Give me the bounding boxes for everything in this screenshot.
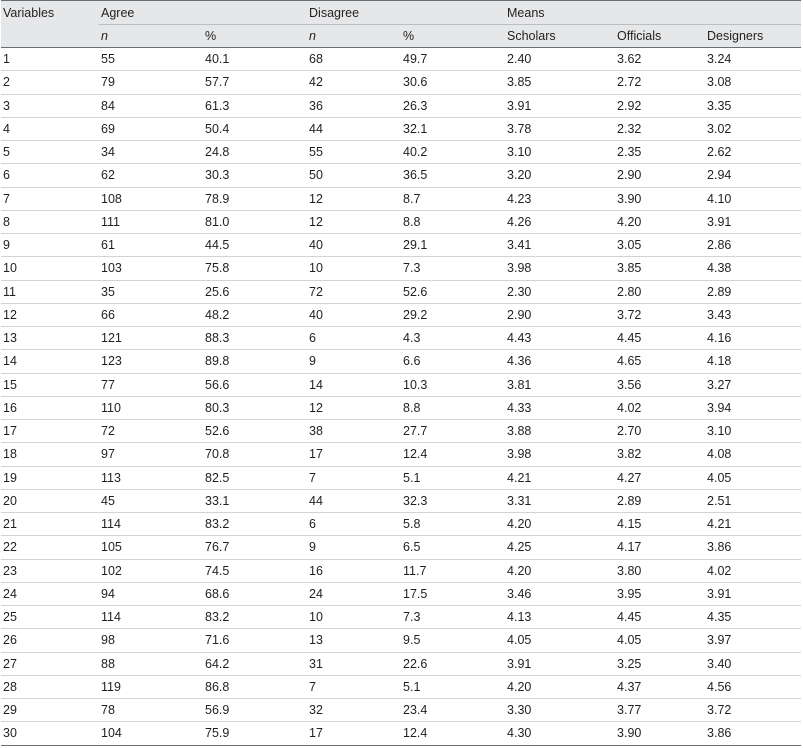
variable-cell: 8 (1, 210, 99, 233)
scholars-mean-cell: 3.88 (505, 420, 615, 443)
disagree-percent-cell: 32.3 (401, 489, 505, 512)
designers-header: Designers (705, 25, 801, 48)
designers-mean-cell: 3.10 (705, 420, 801, 443)
variable-cell: 22 (1, 536, 99, 559)
designers-mean-cell: 3.94 (705, 396, 801, 419)
agree-percent-cell: 30.3 (203, 164, 307, 187)
scholars-mean-cell: 4.20 (505, 559, 615, 582)
scholars-mean-cell: 3.46 (505, 582, 615, 605)
variable-cell: 16 (1, 396, 99, 419)
scholars-mean-cell: 4.21 (505, 466, 615, 489)
variable-cell: 15 (1, 373, 99, 396)
designers-mean-cell: 4.16 (705, 327, 801, 350)
variable-cell: 11 (1, 280, 99, 303)
agree-n-cell: 121 (99, 327, 203, 350)
disagree-n-cell: 50 (307, 164, 401, 187)
variables-header: Variables (1, 1, 99, 25)
disagree-n-cell: 16 (307, 559, 401, 582)
table-row (1, 350, 801, 373)
designers-mean-cell: 3.91 (705, 210, 801, 233)
disagree-n-cell: 9 (307, 350, 401, 373)
disagree-percent-cell: 8.8 (401, 210, 505, 233)
designers-mean-cell: 4.02 (705, 559, 801, 582)
designers-mean-cell: 3.24 (705, 48, 801, 71)
agree-n-cell: 113 (99, 466, 203, 489)
scholars-mean-cell: 3.81 (505, 373, 615, 396)
disagree-n-cell: 6 (307, 513, 401, 536)
agree-header: Agree (99, 1, 307, 25)
disagree-percent-cell: 4.3 (401, 327, 505, 350)
disagree-n-cell: 13 (307, 629, 401, 652)
table-row (1, 303, 801, 326)
designers-mean-cell: 3.97 (705, 629, 801, 652)
officials-mean-cell: 2.72 (615, 71, 705, 94)
disagree-percent-cell: 8.8 (401, 396, 505, 419)
agree-percent-cell: 70.8 (203, 443, 307, 466)
agree-percent-cell: 61.3 (203, 94, 307, 117)
agree-n-cell: 123 (99, 350, 203, 373)
variable-cell: 23 (1, 559, 99, 582)
disagree-header: Disagree (307, 1, 505, 25)
agree-n-cell: 114 (99, 606, 203, 629)
variable-cell: 6 (1, 164, 99, 187)
agree-percent-cell: 48.2 (203, 303, 307, 326)
designers-mean-cell: 3.86 (705, 722, 801, 745)
variable-cell: 17 (1, 420, 99, 443)
header-row-columns (1, 25, 801, 48)
disagree-n-cell: 14 (307, 373, 401, 396)
table-row (1, 48, 801, 71)
disagree-n-cell: 42 (307, 71, 401, 94)
table-row (1, 141, 801, 164)
disagree-n-cell: 12 (307, 210, 401, 233)
table-row (1, 675, 801, 698)
officials-mean-cell: 2.32 (615, 117, 705, 140)
agree-percent-header: % (203, 25, 307, 48)
variable-cell: 20 (1, 489, 99, 512)
designers-mean-cell: 3.86 (705, 536, 801, 559)
designers-mean-cell: 3.27 (705, 373, 801, 396)
designers-mean-cell: 3.91 (705, 582, 801, 605)
table-row (1, 652, 801, 675)
agree-percent-cell: 25.6 (203, 280, 307, 303)
variable-cell: 14 (1, 350, 99, 373)
agree-n-cell: 97 (99, 443, 203, 466)
means-header: Means (505, 1, 801, 25)
agree-percent-cell: 24.8 (203, 141, 307, 164)
agree-percent-cell: 57.7 (203, 71, 307, 94)
agree-n-cell: 78 (99, 699, 203, 722)
disagree-n-cell: 12 (307, 396, 401, 419)
officials-mean-cell: 4.37 (615, 675, 705, 698)
scholars-mean-cell: 3.91 (505, 94, 615, 117)
agree-n-cell: 98 (99, 629, 203, 652)
variable-cell: 2 (1, 71, 99, 94)
disagree-percent-cell: 22.6 (401, 652, 505, 675)
agree-n-cell: 114 (99, 513, 203, 536)
agree-percent-cell: 50.4 (203, 117, 307, 140)
scholars-mean-cell: 4.20 (505, 513, 615, 536)
officials-mean-cell: 2.80 (615, 280, 705, 303)
disagree-n-cell: 24 (307, 582, 401, 605)
disagree-percent-cell: 5.8 (401, 513, 505, 536)
agree-n-cell: 34 (99, 141, 203, 164)
disagree-percent-cell: 36.5 (401, 164, 505, 187)
agree-n-cell: 72 (99, 420, 203, 443)
table-row (1, 210, 801, 233)
officials-mean-cell: 4.65 (615, 350, 705, 373)
agree-n-cell: 66 (99, 303, 203, 326)
table-row (1, 280, 801, 303)
variable-cell: 7 (1, 187, 99, 210)
disagree-percent-cell: 8.7 (401, 187, 505, 210)
officials-mean-cell: 3.95 (615, 582, 705, 605)
table-row (1, 117, 801, 140)
officials-mean-cell: 4.05 (615, 629, 705, 652)
officials-mean-cell: 2.92 (615, 94, 705, 117)
scholars-mean-cell: 3.98 (505, 257, 615, 280)
officials-mean-cell: 3.90 (615, 187, 705, 210)
designers-mean-cell: 4.21 (705, 513, 801, 536)
officials-mean-cell: 4.45 (615, 327, 705, 350)
table-row (1, 71, 801, 94)
designers-mean-cell: 2.86 (705, 234, 801, 257)
disagree-percent-cell: 5.1 (401, 466, 505, 489)
disagree-percent-cell: 27.7 (401, 420, 505, 443)
officials-mean-cell: 3.72 (615, 303, 705, 326)
agree-n-cell: 77 (99, 373, 203, 396)
designers-mean-cell: 2.51 (705, 489, 801, 512)
disagree-percent-cell: 12.4 (401, 443, 505, 466)
agree-n-cell: 108 (99, 187, 203, 210)
scholars-mean-cell: 3.91 (505, 652, 615, 675)
table-row (1, 489, 801, 512)
agree-percent-cell: 68.6 (203, 582, 307, 605)
disagree-n-cell: 38 (307, 420, 401, 443)
scholars-mean-cell: 4.36 (505, 350, 615, 373)
officials-mean-cell: 3.85 (615, 257, 705, 280)
variable-cell: 26 (1, 629, 99, 652)
scholars-mean-cell: 3.30 (505, 699, 615, 722)
agree-n-cell: 119 (99, 675, 203, 698)
disagree-n-cell: 9 (307, 536, 401, 559)
variable-cell: 28 (1, 675, 99, 698)
disagree-n-cell: 72 (307, 280, 401, 303)
officials-mean-cell: 3.82 (615, 443, 705, 466)
agree-percent-cell: 75.9 (203, 722, 307, 745)
agree-n-cell: 104 (99, 722, 203, 745)
agree-percent-cell: 56.6 (203, 373, 307, 396)
designers-mean-cell: 4.05 (705, 466, 801, 489)
agree-percent-cell: 83.2 (203, 513, 307, 536)
disagree-n-cell: 10 (307, 606, 401, 629)
scholars-mean-cell: 3.10 (505, 141, 615, 164)
agree-percent-cell: 82.5 (203, 466, 307, 489)
disagree-percent-cell: 7.3 (401, 257, 505, 280)
designers-mean-cell: 3.43 (705, 303, 801, 326)
variable-cell: 24 (1, 582, 99, 605)
agree-n-cell: 35 (99, 280, 203, 303)
table-row (1, 559, 801, 582)
officials-mean-cell: 3.25 (615, 652, 705, 675)
variable-cell: 4 (1, 117, 99, 140)
scholars-mean-cell: 4.43 (505, 327, 615, 350)
designers-mean-cell: 2.89 (705, 280, 801, 303)
scholars-header: Scholars (505, 25, 615, 48)
agree-percent-cell: 89.8 (203, 350, 307, 373)
agree-n-cell: 110 (99, 396, 203, 419)
variable-cell: 13 (1, 327, 99, 350)
agree-percent-cell: 40.1 (203, 48, 307, 71)
data-table (1, 0, 801, 746)
disagree-percent-cell: 30.6 (401, 71, 505, 94)
agree-percent-cell: 80.3 (203, 396, 307, 419)
table-row (1, 443, 801, 466)
officials-mean-cell: 4.45 (615, 606, 705, 629)
agree-percent-cell: 75.8 (203, 257, 307, 280)
disagree-n-cell: 7 (307, 466, 401, 489)
agree-n-cell: 61 (99, 234, 203, 257)
agree-n-cell: 69 (99, 117, 203, 140)
scholars-mean-cell: 4.25 (505, 536, 615, 559)
agree-n-cell: 105 (99, 536, 203, 559)
table-row (1, 722, 801, 745)
variable-cell: 18 (1, 443, 99, 466)
agree-percent-cell: 33.1 (203, 489, 307, 512)
disagree-percent-cell: 5.1 (401, 675, 505, 698)
officials-mean-cell: 3.56 (615, 373, 705, 396)
agree-percent-cell: 78.9 (203, 187, 307, 210)
officials-mean-cell: 4.15 (615, 513, 705, 536)
officials-mean-cell: 2.70 (615, 420, 705, 443)
table-row (1, 234, 801, 257)
disagree-percent-cell: 26.3 (401, 94, 505, 117)
disagree-n-cell: 36 (307, 94, 401, 117)
officials-mean-cell: 2.35 (615, 141, 705, 164)
designers-mean-cell: 3.72 (705, 699, 801, 722)
scholars-mean-cell: 4.05 (505, 629, 615, 652)
scholars-mean-cell: 4.13 (505, 606, 615, 629)
scholars-mean-cell: 3.20 (505, 164, 615, 187)
scholars-mean-cell: 4.26 (505, 210, 615, 233)
scholars-mean-cell: 2.90 (505, 303, 615, 326)
table-header (1, 1, 801, 48)
variable-cell: 19 (1, 466, 99, 489)
agree-n-header: n (99, 25, 203, 48)
scholars-mean-cell: 3.78 (505, 117, 615, 140)
disagree-percent-cell: 6.5 (401, 536, 505, 559)
variable-cell: 9 (1, 234, 99, 257)
table-row (1, 94, 801, 117)
disagree-n-cell: 10 (307, 257, 401, 280)
agree-percent-cell: 74.5 (203, 559, 307, 582)
table-row (1, 164, 801, 187)
agree-n-cell: 111 (99, 210, 203, 233)
agree-n-cell: 94 (99, 582, 203, 605)
agree-percent-cell: 52.6 (203, 420, 307, 443)
disagree-percent-cell: 12.4 (401, 722, 505, 745)
table-row (1, 582, 801, 605)
variable-cell: 29 (1, 699, 99, 722)
designers-mean-cell: 4.56 (705, 675, 801, 698)
table-row (1, 396, 801, 419)
officials-mean-cell: 2.89 (615, 489, 705, 512)
table-row (1, 536, 801, 559)
disagree-n-cell: 17 (307, 443, 401, 466)
agree-n-cell: 102 (99, 559, 203, 582)
officials-mean-cell: 3.05 (615, 234, 705, 257)
agree-percent-cell: 71.6 (203, 629, 307, 652)
scholars-mean-cell: 3.41 (505, 234, 615, 257)
designers-mean-cell: 4.10 (705, 187, 801, 210)
table-row (1, 606, 801, 629)
disagree-n-cell: 40 (307, 303, 401, 326)
scholars-mean-cell: 4.20 (505, 675, 615, 698)
officials-mean-cell: 3.77 (615, 699, 705, 722)
agree-percent-cell: 44.5 (203, 234, 307, 257)
disagree-n-cell: 12 (307, 187, 401, 210)
disagree-n-cell: 44 (307, 117, 401, 140)
officials-header: Officials (615, 25, 705, 48)
table-row (1, 699, 801, 722)
disagree-n-header: n (307, 25, 401, 48)
officials-mean-cell: 3.62 (615, 48, 705, 71)
disagree-percent-header: % (401, 25, 505, 48)
designers-mean-cell: 4.35 (705, 606, 801, 629)
disagree-n-cell: 32 (307, 699, 401, 722)
variable-cell: 25 (1, 606, 99, 629)
empty-header-cell (1, 25, 99, 48)
officials-mean-cell: 4.17 (615, 536, 705, 559)
variable-cell: 1 (1, 48, 99, 71)
disagree-percent-cell: 49.7 (401, 48, 505, 71)
variable-cell: 21 (1, 513, 99, 536)
disagree-percent-cell: 52.6 (401, 280, 505, 303)
designers-mean-cell: 2.62 (705, 141, 801, 164)
table-body (1, 48, 801, 746)
disagree-percent-cell: 17.5 (401, 582, 505, 605)
disagree-percent-cell: 10.3 (401, 373, 505, 396)
agree-n-cell: 62 (99, 164, 203, 187)
disagree-n-cell: 40 (307, 234, 401, 257)
scholars-mean-cell: 2.40 (505, 48, 615, 71)
agree-n-cell: 55 (99, 48, 203, 71)
agree-percent-cell: 83.2 (203, 606, 307, 629)
variable-cell: 12 (1, 303, 99, 326)
table-row (1, 257, 801, 280)
scholars-mean-cell: 4.33 (505, 396, 615, 419)
agree-percent-cell: 64.2 (203, 652, 307, 675)
scholars-mean-cell: 3.85 (505, 71, 615, 94)
disagree-percent-cell: 11.7 (401, 559, 505, 582)
table-row (1, 327, 801, 350)
agree-percent-cell: 56.9 (203, 699, 307, 722)
scholars-mean-cell: 3.98 (505, 443, 615, 466)
officials-mean-cell: 4.20 (615, 210, 705, 233)
disagree-n-cell: 68 (307, 48, 401, 71)
officials-mean-cell: 2.90 (615, 164, 705, 187)
agree-n-cell: 79 (99, 71, 203, 94)
agree-n-cell: 88 (99, 652, 203, 675)
scholars-mean-cell: 4.23 (505, 187, 615, 210)
variable-cell: 3 (1, 94, 99, 117)
designers-mean-cell: 3.08 (705, 71, 801, 94)
table-row (1, 629, 801, 652)
disagree-percent-cell: 6.6 (401, 350, 505, 373)
table-row (1, 420, 801, 443)
agree-n-cell: 45 (99, 489, 203, 512)
designers-mean-cell: 4.38 (705, 257, 801, 280)
variable-cell: 10 (1, 257, 99, 280)
agree-percent-cell: 88.3 (203, 327, 307, 350)
disagree-percent-cell: 32.1 (401, 117, 505, 140)
table-row (1, 373, 801, 396)
disagree-percent-cell: 23.4 (401, 699, 505, 722)
agree-n-cell: 103 (99, 257, 203, 280)
disagree-n-cell: 7 (307, 675, 401, 698)
variable-cell: 5 (1, 141, 99, 164)
disagree-percent-cell: 29.2 (401, 303, 505, 326)
designers-mean-cell: 4.18 (705, 350, 801, 373)
designers-mean-cell: 3.02 (705, 117, 801, 140)
disagree-n-cell: 6 (307, 327, 401, 350)
officials-mean-cell: 3.90 (615, 722, 705, 745)
disagree-n-cell: 31 (307, 652, 401, 675)
disagree-n-cell: 44 (307, 489, 401, 512)
scholars-mean-cell: 2.30 (505, 280, 615, 303)
designers-mean-cell: 4.08 (705, 443, 801, 466)
designers-mean-cell: 2.94 (705, 164, 801, 187)
variable-cell: 30 (1, 722, 99, 745)
scholars-mean-cell: 3.31 (505, 489, 615, 512)
designers-mean-cell: 3.40 (705, 652, 801, 675)
table-row (1, 513, 801, 536)
disagree-n-cell: 17 (307, 722, 401, 745)
disagree-percent-cell: 7.3 (401, 606, 505, 629)
disagree-n-cell: 55 (307, 141, 401, 164)
variable-cell: 27 (1, 652, 99, 675)
table-row (1, 466, 801, 489)
disagree-percent-cell: 40.2 (401, 141, 505, 164)
scholars-mean-cell: 4.30 (505, 722, 615, 745)
officials-mean-cell: 3.80 (615, 559, 705, 582)
disagree-percent-cell: 29.1 (401, 234, 505, 257)
officials-mean-cell: 4.02 (615, 396, 705, 419)
agree-n-cell: 84 (99, 94, 203, 117)
designers-mean-cell: 3.35 (705, 94, 801, 117)
header-row-groups (1, 1, 801, 25)
agree-percent-cell: 76.7 (203, 536, 307, 559)
table-row (1, 187, 801, 210)
agree-percent-cell: 86.8 (203, 675, 307, 698)
agree-percent-cell: 81.0 (203, 210, 307, 233)
officials-mean-cell: 4.27 (615, 466, 705, 489)
disagree-percent-cell: 9.5 (401, 629, 505, 652)
